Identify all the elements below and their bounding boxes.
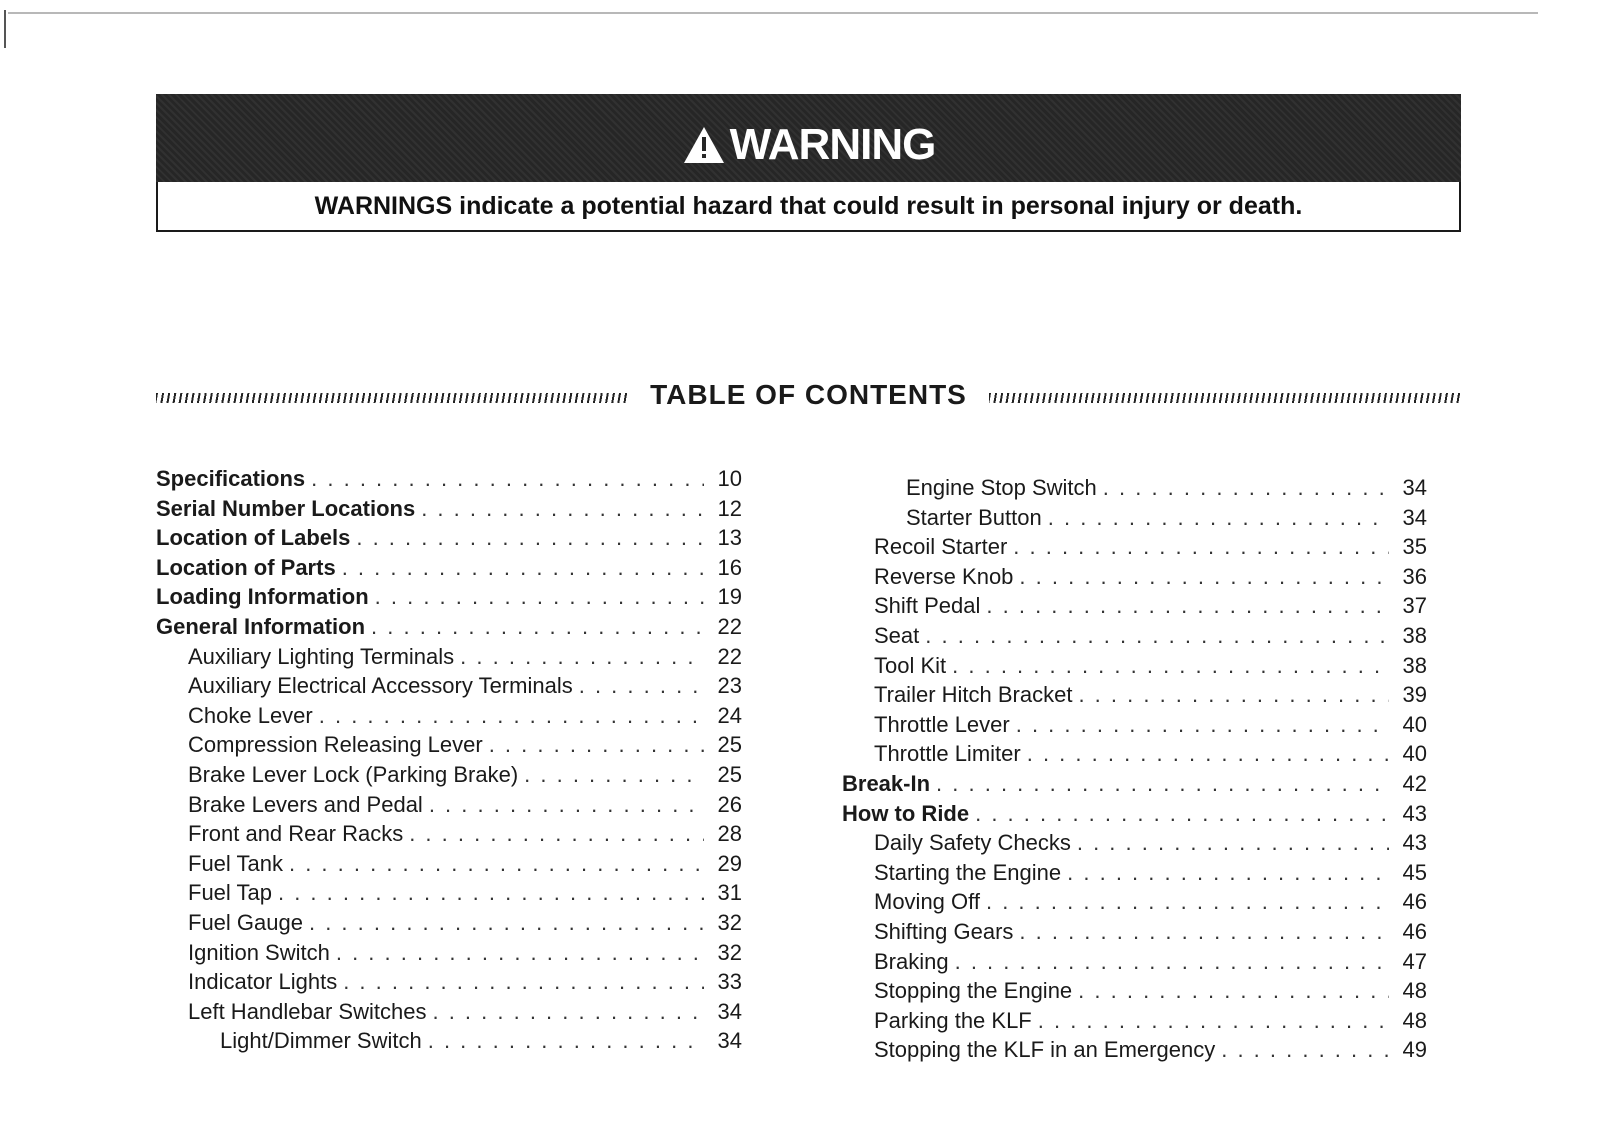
toc-entry-title: Light/Dimmer Switch bbox=[220, 1028, 422, 1054]
toc-entry-page: 46 bbox=[1402, 889, 1427, 915]
toc-title: TABLE OF CONTENTS bbox=[650, 379, 967, 410]
toc-entry-page: 10 bbox=[717, 466, 742, 491]
toc-leader-dots bbox=[936, 771, 1389, 797]
toc-header-rule-right bbox=[989, 393, 1461, 403]
toc-leader-dots bbox=[1027, 741, 1389, 767]
toc-entry-page: 13 bbox=[717, 525, 742, 551]
toc-entry-page: 22 bbox=[717, 643, 742, 669]
toc-entry-title: Compression Releasing Lever bbox=[188, 732, 483, 758]
toc-entry-title: Brake Lever Lock (Parking Brake) bbox=[188, 761, 519, 787]
toc-entry-title: Shift Pedal bbox=[874, 593, 981, 619]
toc-entry-title: Seat bbox=[874, 622, 920, 648]
toc-entry-title: Trailer Hitch Bracket bbox=[874, 682, 1073, 708]
toc-header-rule-left bbox=[156, 393, 628, 403]
toc-leader-dots bbox=[489, 732, 704, 758]
toc-entry[interactable] bbox=[156, 584, 742, 614]
toc-entry-page: 43 bbox=[1402, 800, 1427, 826]
toc-entry-title: Stopping the Engine bbox=[874, 978, 1073, 1004]
toc-entry-page: 23 bbox=[717, 673, 742, 699]
toc-entry[interactable] bbox=[842, 1037, 1427, 1067]
toc-entry-title: Specifications bbox=[156, 466, 306, 491]
toc-entry-page: 34 bbox=[717, 1028, 742, 1054]
toc-leader-dots bbox=[342, 555, 704, 581]
toc-entry-title: Engine Stop Switch bbox=[906, 475, 1097, 500]
toc-leader-dots bbox=[952, 653, 1389, 679]
toc-entry-page: 40 bbox=[1402, 741, 1427, 767]
toc-entry[interactable] bbox=[156, 673, 742, 703]
toc-entry-page: 25 bbox=[717, 761, 742, 787]
toc-leader-dots bbox=[1048, 505, 1389, 531]
toc-entry-title: Brake Levers and Pedal bbox=[188, 791, 423, 817]
toc-entry[interactable] bbox=[842, 712, 1427, 742]
toc-entry[interactable] bbox=[156, 614, 742, 644]
toc-entry-title: General Information bbox=[156, 613, 366, 639]
toc-entry-page: 34 bbox=[1402, 504, 1427, 530]
toc-entry-title: Break-In bbox=[842, 770, 931, 796]
toc-entry-page: 49 bbox=[1402, 1037, 1427, 1063]
toc-entry[interactable] bbox=[156, 525, 742, 555]
toc-header bbox=[156, 377, 1461, 413]
toc-leader-dots bbox=[1221, 1037, 1389, 1063]
warning-header bbox=[156, 94, 1461, 182]
toc-entry-page: 36 bbox=[1402, 563, 1427, 589]
toc-entry[interactable] bbox=[842, 919, 1427, 949]
toc-leader-dots bbox=[1013, 534, 1389, 560]
toc-entry-title: Recoil Starter bbox=[874, 534, 1008, 560]
toc-leader-dots bbox=[289, 851, 704, 877]
toc-entry-page: 25 bbox=[717, 732, 742, 758]
toc-entry-title: Tool Kit bbox=[874, 652, 947, 678]
toc-leader-dots bbox=[579, 673, 704, 699]
toc-entry[interactable] bbox=[156, 999, 742, 1029]
toc-entry[interactable] bbox=[156, 1028, 742, 1058]
toc-entry-title: Ignition Switch bbox=[188, 939, 330, 965]
toc-leader-dots bbox=[524, 762, 704, 788]
toc-entry[interactable] bbox=[156, 851, 742, 881]
toc-entry[interactable] bbox=[842, 475, 1427, 505]
toc-leader-dots bbox=[371, 614, 704, 640]
toc-entry-page: 38 bbox=[1402, 652, 1427, 678]
toc-entry-page: 43 bbox=[1402, 830, 1427, 856]
warning-box bbox=[156, 94, 1461, 234]
toc-entry-page: 33 bbox=[717, 969, 742, 995]
toc-entry-title: Moving Off bbox=[874, 889, 980, 915]
toc-entry-page: 32 bbox=[717, 939, 742, 965]
toc-entry-title: Loading Information bbox=[156, 584, 369, 610]
toc-entry-page: 31 bbox=[717, 880, 742, 906]
toc-column-right bbox=[842, 475, 1427, 1067]
toc-entry-page: 37 bbox=[1402, 593, 1427, 619]
toc-entry-page: 16 bbox=[717, 554, 742, 580]
toc-leader-dots bbox=[428, 1028, 704, 1054]
toc-entry-page: 48 bbox=[1402, 1007, 1427, 1033]
toc-leader-dots bbox=[319, 703, 704, 729]
toc-leader-dots bbox=[975, 801, 1389, 827]
toc-leader-dots bbox=[460, 644, 704, 670]
toc-entry-page: 46 bbox=[1402, 918, 1427, 944]
toc-entry-title: Stopping the KLF in an Emergency bbox=[874, 1037, 1216, 1063]
toc-entry[interactable] bbox=[842, 801, 1427, 831]
page-top-rule bbox=[8, 12, 1538, 14]
toc-leader-dots bbox=[1103, 475, 1389, 501]
toc-entry-title: Serial Number Locations bbox=[156, 495, 416, 521]
toc-leader-dots bbox=[343, 969, 704, 995]
toc-entry-title: Front and Rear Racks bbox=[188, 821, 404, 847]
toc-entry[interactable] bbox=[842, 978, 1427, 1008]
toc-leader-dots bbox=[1038, 1008, 1389, 1034]
toc-entry-title: How to Ride bbox=[842, 800, 970, 826]
toc-entry[interactable] bbox=[156, 466, 742, 496]
toc-entry[interactable] bbox=[156, 496, 742, 526]
toc-entry[interactable] bbox=[156, 940, 742, 970]
toc-leader-dots bbox=[409, 821, 704, 847]
toc-entry[interactable] bbox=[842, 1008, 1427, 1038]
toc-leader-dots bbox=[278, 880, 704, 906]
toc-leader-dots bbox=[1067, 860, 1389, 886]
toc-leader-dots bbox=[986, 593, 1389, 619]
toc-entry[interactable] bbox=[842, 534, 1427, 564]
toc-entry[interactable] bbox=[842, 771, 1427, 801]
toc-entry[interactable] bbox=[156, 762, 742, 792]
toc-entry[interactable] bbox=[156, 880, 742, 910]
page-corner-mark bbox=[4, 10, 6, 48]
toc-entry-title: Location of Labels bbox=[156, 525, 351, 551]
toc-entry[interactable] bbox=[156, 732, 742, 762]
toc-leader-dots bbox=[1019, 919, 1389, 945]
toc-entry[interactable] bbox=[156, 644, 742, 674]
toc-entry-page: 34 bbox=[1402, 475, 1427, 500]
toc-entry-title: Fuel Tap bbox=[188, 880, 272, 906]
toc-leader-dots bbox=[421, 496, 704, 522]
toc-entry-page: 35 bbox=[1402, 534, 1427, 560]
toc-entry-title: Starting the Engine bbox=[874, 859, 1062, 885]
toc-entry[interactable] bbox=[842, 830, 1427, 860]
toc-entry[interactable] bbox=[842, 564, 1427, 594]
toc-leader-dots bbox=[336, 940, 704, 966]
toc-entry[interactable] bbox=[156, 555, 742, 585]
toc-entry-title: Daily Safety Checks bbox=[874, 830, 1071, 856]
toc-entry[interactable] bbox=[842, 949, 1427, 979]
toc-entry-page: 47 bbox=[1402, 948, 1427, 974]
toc-entry-title: Auxiliary Electrical Accessory Terminals bbox=[188, 673, 573, 699]
toc-entry-page: 12 bbox=[717, 495, 742, 521]
toc-entry-title: Location of Parts bbox=[156, 554, 336, 580]
toc-leader-dots bbox=[986, 889, 1389, 915]
toc-leader-dots bbox=[375, 584, 704, 610]
toc-leader-dots bbox=[309, 910, 704, 936]
toc-entry[interactable] bbox=[842, 505, 1427, 535]
toc-entry-title: Auxiliary Lighting Terminals bbox=[188, 643, 455, 669]
toc-entry-title: Indicator Lights bbox=[188, 969, 338, 995]
toc-entry[interactable] bbox=[156, 910, 742, 940]
toc-leader-dots bbox=[1078, 682, 1389, 708]
toc-column-left bbox=[156, 466, 742, 1058]
toc-entry-title: Parking the KLF bbox=[874, 1007, 1032, 1033]
toc-entry-page: 32 bbox=[717, 909, 742, 935]
toc-entry[interactable] bbox=[842, 682, 1427, 712]
warning-triangle-icon bbox=[682, 125, 726, 165]
toc-entry-title: Fuel Gauge bbox=[188, 909, 303, 935]
toc-leader-dots bbox=[1019, 564, 1389, 590]
toc-entry-page: 19 bbox=[717, 584, 742, 610]
toc-entry[interactable] bbox=[156, 792, 742, 822]
toc-entry-title: Reverse Knob bbox=[874, 563, 1014, 589]
warning-title-group bbox=[682, 120, 936, 170]
toc-entry-page: 48 bbox=[1402, 978, 1427, 1004]
toc-entry-title: Left Handlebar Switches bbox=[188, 998, 427, 1024]
toc-entry-page: 29 bbox=[717, 850, 742, 876]
toc-entry-page: 40 bbox=[1402, 711, 1427, 737]
toc-entry-title: Throttle Limiter bbox=[874, 741, 1021, 767]
toc-leader-dots bbox=[432, 999, 704, 1025]
toc-entry-page: 38 bbox=[1402, 622, 1427, 648]
toc-entry-page: 28 bbox=[717, 821, 742, 847]
toc-entry-page: 22 bbox=[717, 613, 742, 639]
toc-leader-dots bbox=[955, 949, 1389, 975]
toc-leader-dots bbox=[1077, 830, 1389, 856]
toc-leader-dots bbox=[1078, 978, 1389, 1004]
toc-entry[interactable] bbox=[842, 889, 1427, 919]
toc-leader-dots bbox=[429, 792, 704, 818]
toc-entry[interactable] bbox=[842, 623, 1427, 653]
toc-entry-title: Choke Lever bbox=[188, 702, 313, 728]
toc-entry[interactable] bbox=[156, 703, 742, 733]
toc-entry-page: 26 bbox=[717, 791, 742, 817]
warning-text: WARNINGS indicate a potential hazard that could result in personal injury or death. bbox=[314, 191, 1303, 220]
toc-entry[interactable] bbox=[156, 969, 742, 999]
toc-leader-dots bbox=[925, 623, 1389, 649]
toc-entry[interactable] bbox=[842, 860, 1427, 890]
toc-entry-page: 45 bbox=[1402, 859, 1427, 885]
toc-entry[interactable] bbox=[842, 741, 1427, 771]
warning-body bbox=[156, 182, 1461, 232]
toc-entry-title: Shifting Gears bbox=[874, 918, 1014, 944]
toc-entry[interactable] bbox=[156, 821, 742, 851]
toc-entry-title: Fuel Tank bbox=[188, 850, 283, 876]
toc-entry-page: 39 bbox=[1402, 682, 1427, 708]
toc-entry[interactable] bbox=[842, 653, 1427, 683]
toc-entry[interactable] bbox=[842, 593, 1427, 623]
toc-leader-dots bbox=[311, 466, 704, 492]
toc-entry-title: Throttle Lever bbox=[874, 711, 1010, 737]
toc-entry-page: 34 bbox=[717, 998, 742, 1024]
toc-entry-page: 42 bbox=[1402, 770, 1427, 796]
toc-entry-title: Starter Button bbox=[906, 504, 1042, 530]
warning-title: WARNING bbox=[729, 120, 936, 169]
toc-leader-dots bbox=[356, 525, 704, 551]
toc-entry-title: Braking bbox=[874, 948, 949, 974]
toc-leader-dots bbox=[1016, 712, 1389, 738]
toc-entry-page: 24 bbox=[717, 702, 742, 728]
